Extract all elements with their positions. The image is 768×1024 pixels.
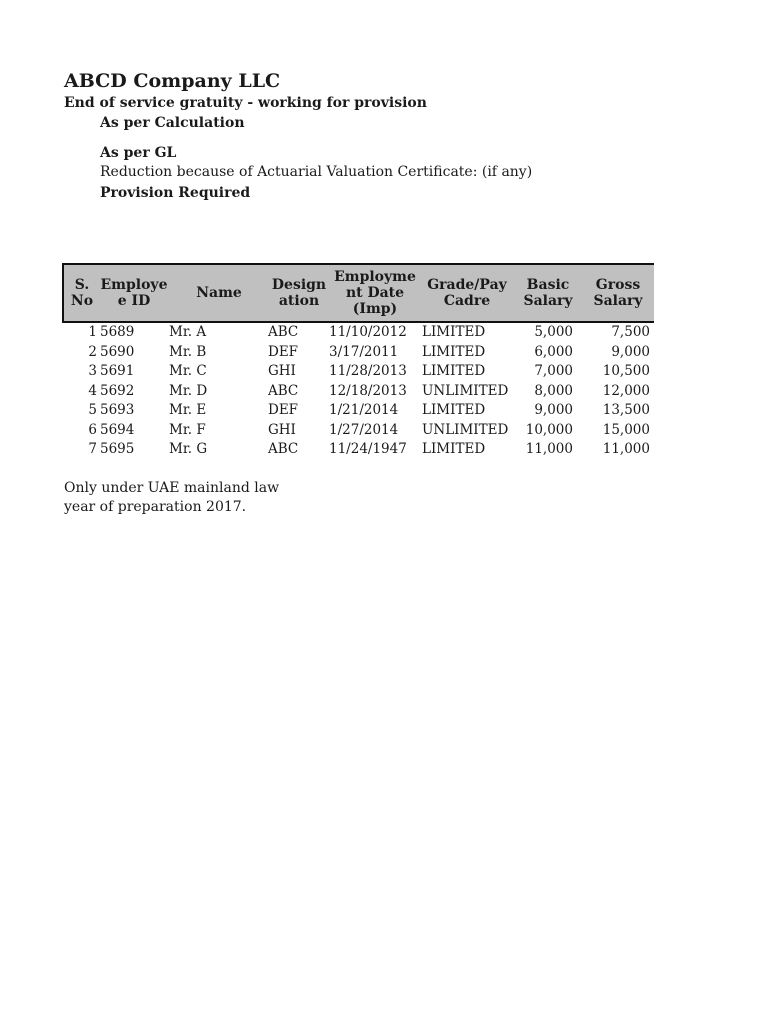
col-header-basic-salary: Basic Salary — [523, 277, 573, 309]
cell-sno: 2 — [88, 343, 97, 360]
cell-designation: GHI — [268, 363, 296, 379]
cell-employment-date: 1/21/2014 — [329, 402, 399, 418]
cell-employee-id: 5694 — [100, 421, 135, 438]
cell-grade: LIMITED — [422, 402, 486, 418]
cell-name: Mr. F — [169, 421, 206, 438]
employee-table-body — [62, 323, 652, 460]
cell-grade: LIMITED — [422, 363, 486, 379]
table-row — [62, 343, 652, 363]
cell-designation: DEF — [268, 402, 299, 418]
cell-sno: 3 — [88, 363, 97, 379]
cell-basic-salary: 11,000 — [525, 441, 573, 457]
cell-name: Mr. E — [169, 402, 207, 418]
cell-grade: LIMITED — [422, 441, 486, 457]
cell-gross-salary: 9,000 — [611, 343, 650, 360]
table-row — [62, 362, 652, 382]
company-title: ABCD Company LLC — [64, 70, 281, 92]
col-header-sno: S. No — [70, 277, 94, 309]
cell-sno: 6 — [88, 421, 97, 438]
cell-employee-id: 5693 — [100, 402, 135, 418]
table-row — [62, 401, 652, 421]
cell-employment-date: 11/24/1947 — [329, 441, 407, 457]
cell-name: Mr. A — [169, 324, 207, 340]
table-row — [62, 421, 652, 441]
cell-basic-salary: 5,000 — [534, 324, 573, 340]
cell-grade: UNLIMITED — [422, 421, 509, 438]
table-row — [62, 440, 652, 460]
cell-employee-id: 5691 — [100, 363, 135, 379]
cell-name: Mr. B — [169, 343, 207, 360]
cell-employment-date: 1/27/2014 — [329, 421, 399, 438]
cell-designation: ABC — [268, 324, 299, 340]
table-row — [62, 382, 652, 402]
cell-employee-id: 5692 — [100, 382, 135, 399]
cell-grade: LIMITED — [422, 343, 486, 360]
cell-gross-salary: 10,500 — [602, 363, 650, 379]
cell-gross-salary: 11,000 — [602, 441, 650, 457]
cell-gross-salary: 12,000 — [602, 382, 650, 399]
cell-grade: UNLIMITED — [422, 382, 509, 399]
cell-employment-date: 3/17/2011 — [329, 343, 399, 360]
cell-gross-salary: 15,000 — [602, 421, 650, 438]
as-per-gl-label: As per GL — [100, 145, 177, 161]
cell-employment-date: 11/10/2012 — [329, 324, 407, 340]
cell-designation: DEF — [268, 343, 299, 360]
as-per-calculation-label: As per Calculation — [100, 115, 245, 131]
cell-designation: ABC — [268, 441, 299, 457]
cell-employment-date: 12/18/2013 — [329, 382, 407, 399]
cell-name: Mr. C — [169, 363, 207, 379]
col-header-name: Name — [196, 285, 242, 301]
col-header-employee-id: Employe e ID — [100, 277, 168, 309]
cell-basic-salary: 8,000 — [534, 382, 573, 399]
col-header-gross-salary: Gross Salary — [593, 277, 643, 309]
col-header-employment-date: Employme nt Date (Imp) — [334, 269, 416, 317]
cell-grade: LIMITED — [422, 324, 486, 340]
cell-designation: ABC — [268, 382, 299, 399]
cell-employee-id: 5695 — [100, 441, 135, 457]
cell-gross-salary: 7,500 — [611, 324, 650, 340]
cell-sno: 5 — [88, 402, 97, 418]
cell-employment-date: 11/28/2013 — [329, 363, 407, 379]
document-subtitle: End of service gratuity - working for provision — [64, 95, 427, 111]
cell-gross-salary: 13,500 — [602, 402, 650, 418]
cell-sno: 1 — [88, 324, 97, 340]
table-row — [62, 323, 652, 343]
col-header-designation: Design ation — [271, 277, 327, 309]
cell-basic-salary: 10,000 — [525, 421, 573, 438]
cell-name: Mr. D — [169, 382, 208, 399]
cell-sno: 4 — [88, 382, 97, 399]
note-line-1: Only under UAE mainland law — [64, 480, 280, 496]
cell-employee-id: 5689 — [100, 324, 135, 340]
provision-required-label: Provision Required — [100, 185, 251, 201]
cell-employee-id: 5690 — [100, 343, 135, 360]
col-header-grade: Grade/Pay Cadre — [427, 277, 507, 309]
reduction-label: Reduction because of Actuarial Valuation Certificate: (if any) — [100, 164, 533, 180]
cell-name: Mr. G — [169, 441, 208, 457]
employee-table-header — [62, 263, 654, 323]
cell-designation: GHI — [268, 421, 296, 438]
cell-basic-salary: 6,000 — [534, 343, 573, 360]
cell-basic-salary: 7,000 — [534, 363, 573, 379]
note-line-2: year of preparation 2017. — [64, 499, 247, 515]
cell-basic-salary: 9,000 — [534, 402, 573, 418]
cell-sno: 7 — [88, 441, 97, 457]
